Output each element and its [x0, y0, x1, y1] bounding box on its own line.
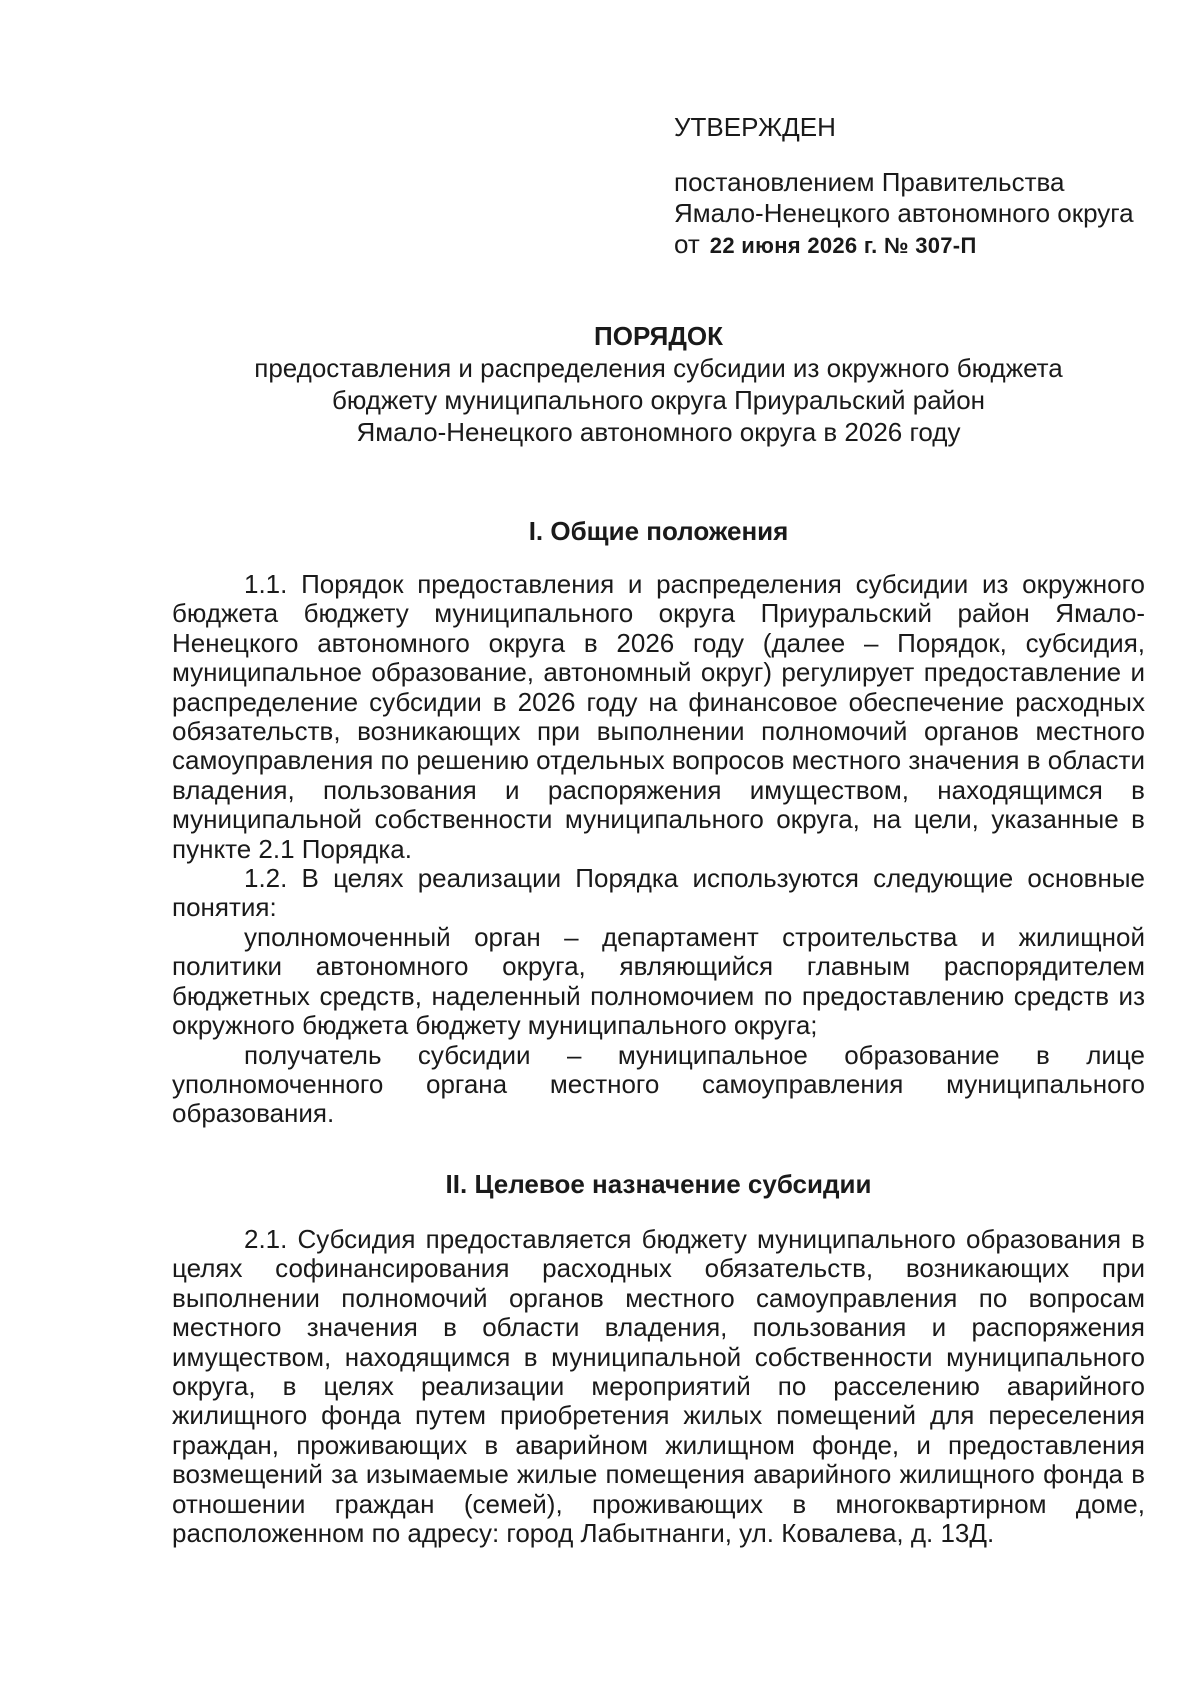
section-1-heading: I. Общие положения [528, 516, 789, 546]
document-subtitle-line-1: предоставления и распределения субсидии из окружного бюджета [254, 353, 1063, 383]
paragraph-1-2: 1.2. В целях реализации Порядка используются следующие основные понятия: [172, 863, 1145, 923]
approval-line-1: постановлением Правительства [674, 167, 1065, 197]
approval-stamp: УТВЕРЖДЕН [674, 112, 836, 142]
document-subtitle-line-3: Ямало-Ненецкого автономного округа в 2026 году [356, 417, 961, 447]
section-1-body [172, 570, 1145, 1129]
section-2-body [172, 1225, 1145, 1548]
approval-date-ref: 22 июня 2026 г. № 307-П [709, 233, 977, 258]
approval-date-line [674, 229, 1174, 261]
approval-block [674, 112, 1174, 261]
paragraph-2-1: 2.1. Субсидия предоставляется бюджету муниципального образования в целях софинансирования расходных обязательств, возникающих при выполнении полномочий органов местного самоуправления по вопросам местного значения в области владения, пользования и распоряжения имуществом, находящимся в муниципальной собственности муниципального округа, в целях реализации мероприятий по расселению аварийного жилищного фонда путем приобретения жилых помещений для переселения граждан, проживающих в аварийном жилищном фонде, и предоставления возмещений за изымаемые жилые помещения аварийного жилищного фонда в отношении граждан (семей), проживающих в многоквартирном доме, расположенном по адресу: город Лабытнанги, ул. Ковалева, д. 13Д. [172, 1224, 1145, 1549]
paragraph-definition-authority: уполномоченный орган – департамент строительства и жилищной политики автономного округа, являющийся главным распорядителем бюджетных средств, наделенный полномочием по предоставлению средств из окружного бюджета бюджету муниципального округа; [172, 921, 1145, 1041]
section-2-heading: II. Целевое назначение субсидии [445, 1169, 872, 1199]
paragraph-1-1: 1.1. Порядок предоставления и распределения субсидии из окружного бюджета бюджету муниципального округа Приуральский район Ямало-Ненецкого автономного округа в 2026 году (далее – Порядок, субсидия, муниципальное образование, автономный округ) регулирует предоставление и распределение субсидии в 2026 году на финансовое обеспечение расходных обязательств, возникающих при выполнении полномочий органов местного самоуправления по решению отдельных вопросов местного значения в области владения, пользования и распоряжения имуществом, находящимся в муниципальной собственности муниципального округа, на цели, указанные в пункте 2.1 Порядка. [172, 569, 1145, 864]
approval-line-2: Ямало-Ненецкого автономного округа [674, 198, 1134, 228]
approval-date-prefix: от [674, 229, 700, 259]
paragraph-definition-recipient: получатель субсидии – муниципальное образование в лице уполномоченного органа местного самоуправления муниципального образования. [172, 1039, 1145, 1129]
document-title-block [172, 320, 1145, 448]
document-title: ПОРЯДОК [594, 321, 723, 351]
document-subtitle-line-2: бюджету муниципального округа Приуральский район [331, 385, 986, 415]
